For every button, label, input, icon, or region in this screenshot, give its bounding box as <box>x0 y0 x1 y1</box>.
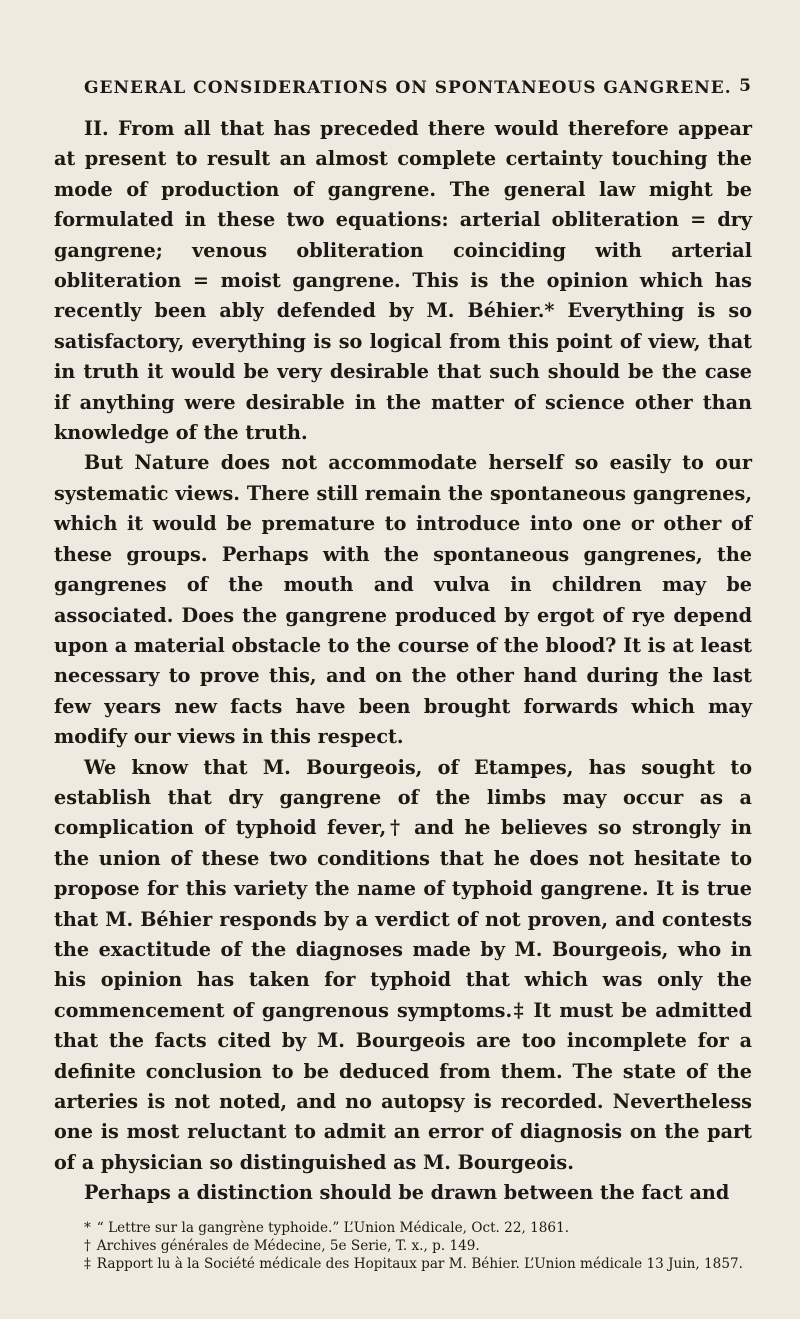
footnote <box>54 1255 752 1273</box>
paragraph: We know that M. Bourgeois, of Etampes, has sought to establish that dry gangrene of the limbs may occur as a complication of typhoid fever,† and he believes so strongly in the union of these two conditions that he does not hesitate to propose for this variety the name of typhoid gangrene. It is true that M. Béhier responds by a verdict of not proven, and contests the exactitude of the diagnoses made by M. Bourgeois, who in his opinion has taken for typhoid that which was only the commencement of gangrenous symptoms.‡ It must be admitted that the facts cited by M. Bourgeois are too incomplete for a definite conclusion to be deduced from them. The state of the arteries is not noted, and no autopsy is recorded. Nevertheless one is most reluctant to admit an error of diagnosis on the part of a physician so distinguished as M. Bourgeois. <box>54 755 752 1174</box>
footnote-text: Archives générales de Médecine, 5e Serie, T. x., p. 149. <box>96 1237 480 1254</box>
page-number: 5 <box>739 76 752 96</box>
footnote-text: Rapport lu à la Société médicale des Hopitaux par M. Béhier. L’Union médicale 13 Juin, 1857. <box>96 1255 743 1272</box>
paragraph: But Nature does not accommodate herself so easily to our systematic views. There still remain the spontaneous gangrenes, which it would be premature to introduce into one or other of these groups. Perhaps with the spontaneous gangrenes, the gangrenes of the mouth and vulva in children may be associated. Does the gangrene produced by ergot of rye depend upon a material obstacle to the course of the blood? It is at least necessary to prove this, and on the other hand during the last few years new facts have been brought forwards which may modify our views in this respect. <box>54 451 752 749</box>
footnote-text: “ Lettre sur la gangrène typhoide.” L’Union Médicale, Oct. 22, 1861. <box>96 1219 570 1236</box>
body-text <box>54 114 752 1209</box>
footnote-mark: † <box>84 1237 91 1254</box>
footnote-mark: ‡ <box>84 1255 91 1272</box>
running-head <box>84 78 752 118</box>
footnote-mark: * <box>84 1219 91 1236</box>
footnote <box>54 1237 752 1255</box>
running-title: GENERAL CONSIDERATIONS ON SPONTANEOUS GANGRENE. <box>84 78 732 98</box>
footnote <box>54 1219 752 1237</box>
paragraph: II. From all that has preceded there would therefore appear at present to result an almost complete certainty touching the mode of production of gangrene. The general law might be formulated in these two equations: arterial obliteration = dry gangrene; venous obliteration coinciding with arterial obliteration = moist gangrene. This is the opinion which has recently been ably defended by M. Béhier.* Everything is so satisfactory, everything is so logical from this point of view, that in truth it would be very desirable that such should be the case if anything were desirable in the matter of science other than knowledge of the truth. <box>54 117 752 445</box>
footnotes <box>54 1219 752 1273</box>
paragraph: Perhaps a distinction should be drawn between the fact and <box>84 1181 730 1205</box>
